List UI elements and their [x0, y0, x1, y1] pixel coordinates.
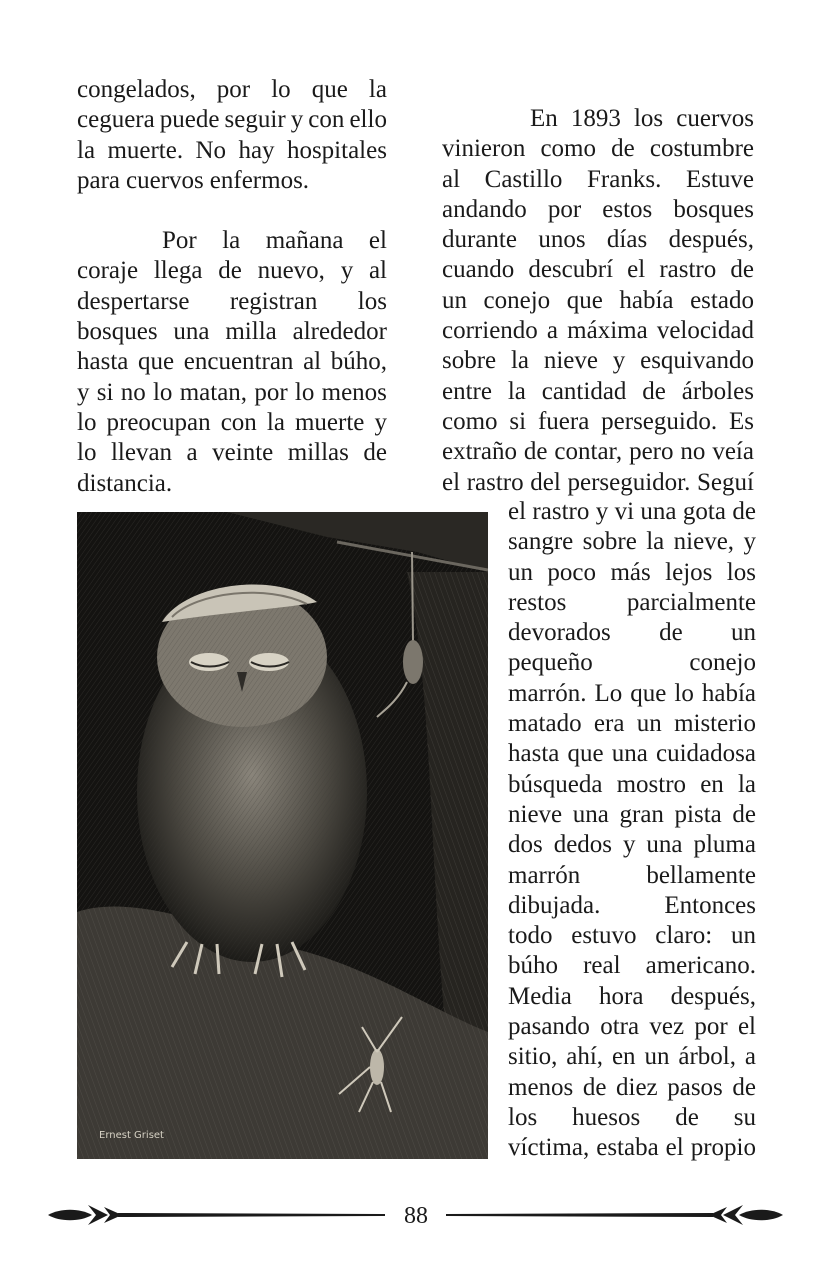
text-line: vinieron como de costumbre: [442, 135, 754, 163]
text-line: dibujada. Entonces: [508, 891, 756, 919]
text-line: los huesos de su: [508, 1103, 756, 1131]
text-line: hasta que encuentran al búho,: [77, 348, 387, 376]
text-line: matado era un misterio: [508, 710, 756, 738]
text-line: el rastro del perseguidor. Seguí: [442, 468, 754, 496]
text-line: búho real americano.: [508, 952, 756, 980]
text-line: lo llevan a veinte millas de: [77, 439, 387, 467]
text-line: nieve una gran pista de: [508, 800, 756, 828]
page-number: 88: [404, 1203, 428, 1229]
text-line: hasta que una cuidadosa: [508, 740, 756, 768]
text-line: pequeño conejo: [508, 649, 756, 677]
text-line: el rastro y vi una gota de: [508, 498, 756, 525]
text-line: menos de diez pasos de: [508, 1073, 756, 1101]
text-line: la muerte. No hay hospitales: [77, 136, 387, 164]
text-line: En 1893 los cuervos: [530, 105, 754, 132]
text-line: extraño de contar, pero no veía: [442, 438, 754, 466]
text-line: todo estuvo claro: un: [508, 922, 756, 950]
text-line: entre la cantidad de árboles: [442, 377, 754, 405]
owl-engraving-illustration: [77, 512, 488, 1159]
right-column-text: [442, 104, 754, 498]
text-line: sitio, ahí, en un árbol, a: [508, 1043, 756, 1071]
text-line: devorados de un: [508, 619, 756, 647]
text-line: un poco más lejos los: [508, 558, 756, 586]
right-column-wrap-text: [508, 497, 756, 1164]
text-line: Media hora después,: [508, 982, 756, 1010]
text-line: ceguera puede seguir y con ello: [77, 106, 387, 134]
text-line: congelados, por lo que la: [77, 76, 387, 103]
text-line: sobre la nieve y esquivando: [442, 347, 754, 375]
illustration-signature: Ernest Griset: [99, 1130, 164, 1141]
text-line: distancia.: [77, 469, 173, 497]
text-line: como si fuera perseguido. Es: [442, 407, 754, 435]
text-line: pasando otra vez por el: [508, 1013, 756, 1041]
text-line: dos dedos y una pluma: [508, 831, 756, 859]
text-line: marrón. Lo que lo había: [508, 679, 756, 707]
text-line: Por la mañana el: [162, 227, 387, 255]
text-line: coraje llega de nuevo, y al: [77, 257, 387, 285]
text-line: para cuervos enfermos.: [77, 166, 310, 194]
text-line: un conejo que había estado: [442, 286, 754, 314]
text-line: y si no lo matan, por lo menos: [77, 378, 387, 406]
text-line: despertarse registran los: [77, 287, 387, 315]
text-line: andando por estos bosques: [442, 195, 754, 223]
text-line: corriendo a máxima velocidad: [442, 317, 754, 345]
text-line: bosques una milla alrededor: [77, 318, 387, 346]
left-column-text: [77, 75, 387, 499]
text-line: búsqueda mostro en la: [508, 770, 756, 798]
text-line: cuando descubrí el rastro de: [442, 256, 754, 284]
text-line: sangre sobre la nieve, y: [508, 528, 756, 556]
text-line: marrón bellamente: [508, 861, 756, 889]
text-line: lo preocupan con la muerte y: [77, 408, 387, 436]
text-line: víctima, estaba el propio: [508, 1134, 756, 1162]
text-line: restos parcialmente: [508, 588, 756, 616]
text-line: durante unos días después,: [442, 226, 754, 254]
text-line: al Castillo Franks. Estuve: [442, 165, 754, 193]
